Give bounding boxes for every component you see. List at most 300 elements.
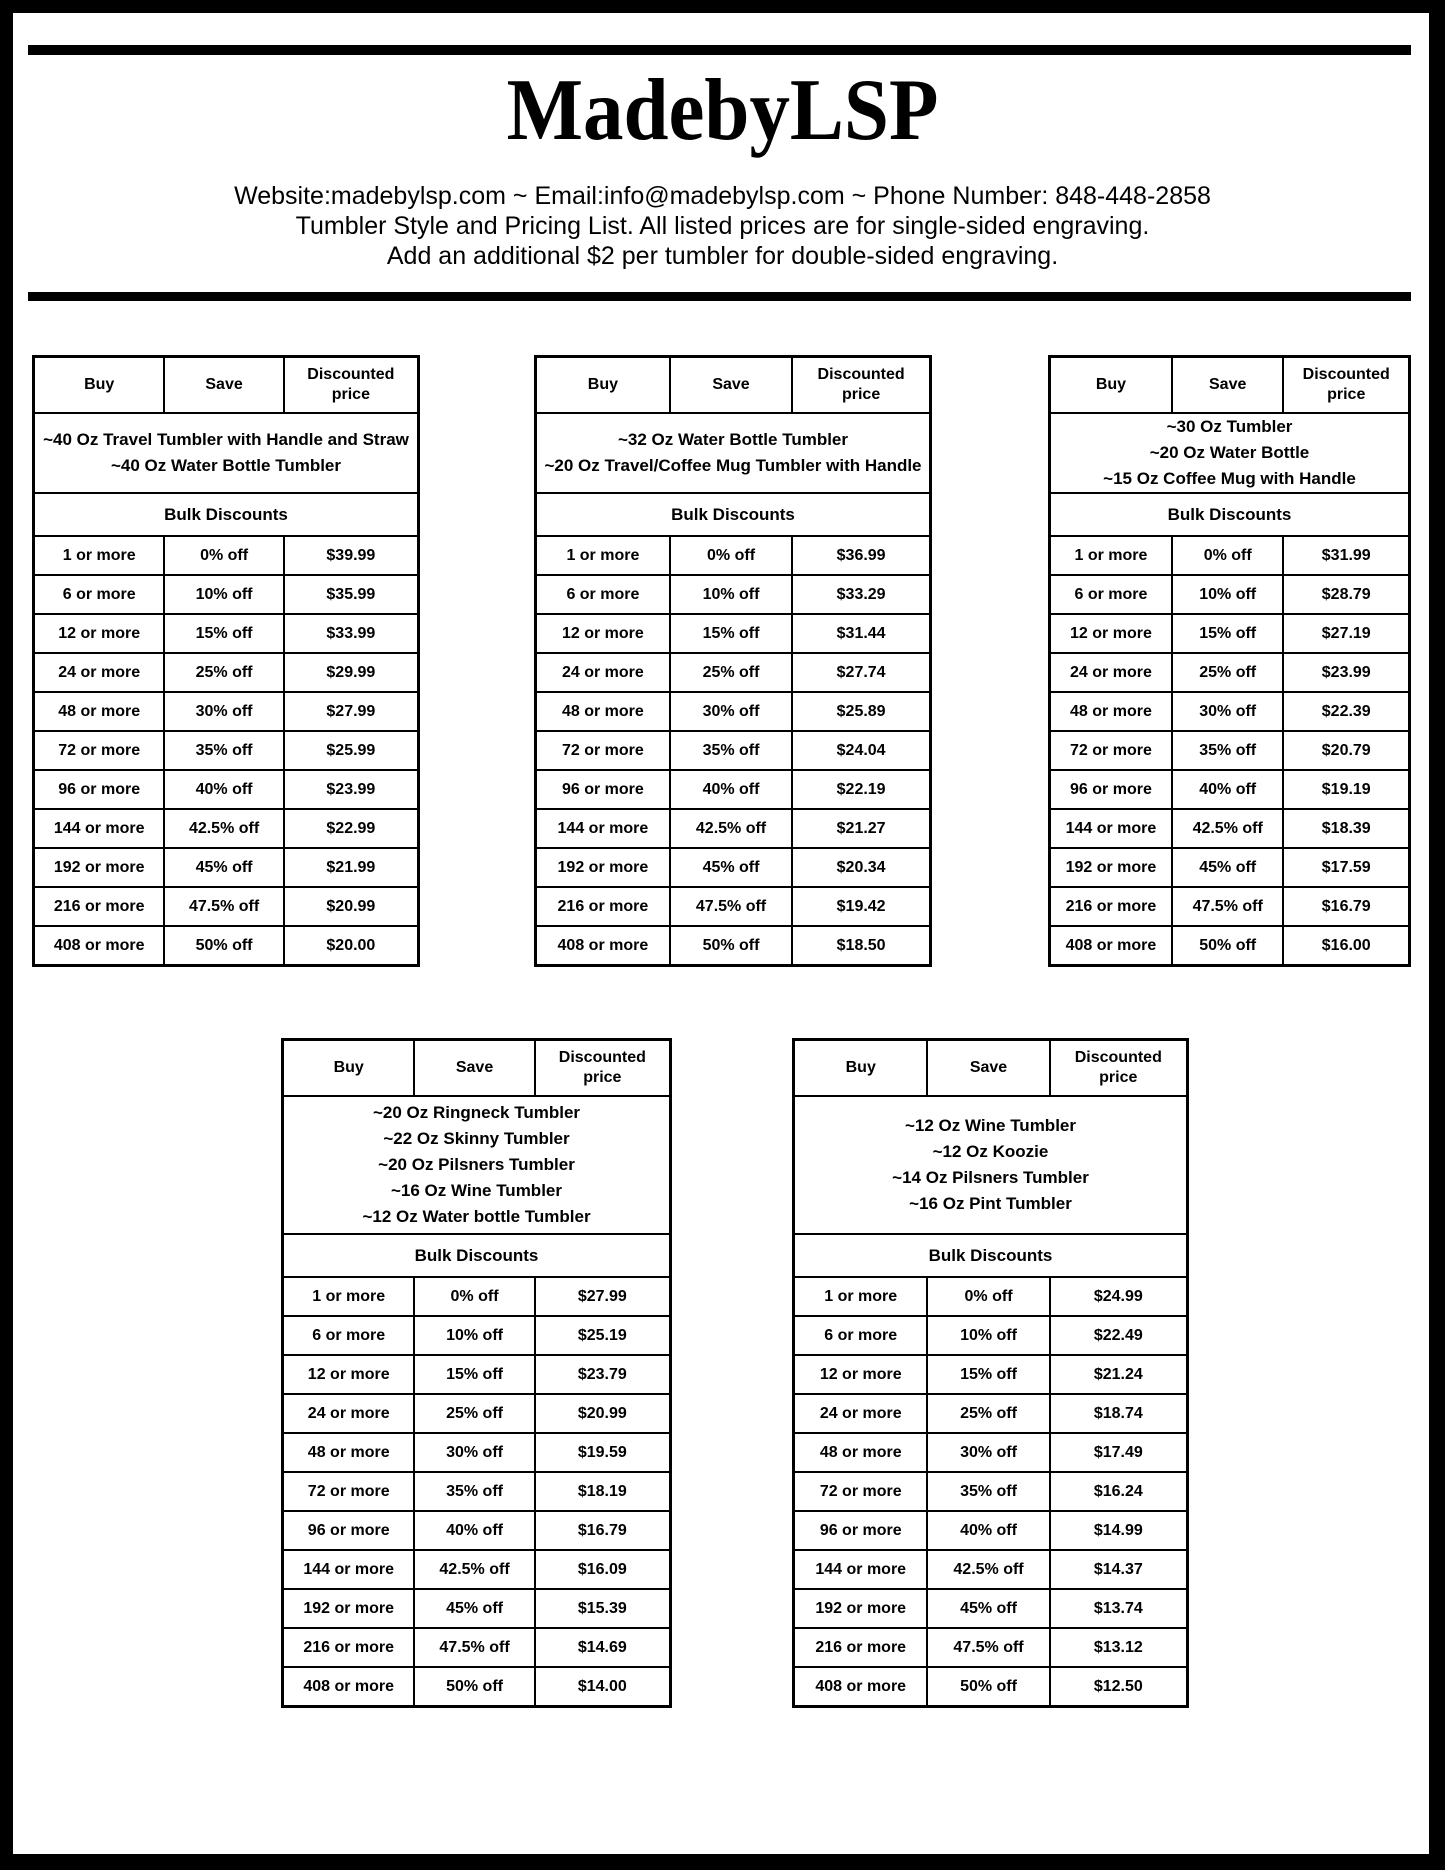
table-title-line: ~12 Oz Koozie [932,1142,1049,1161]
bulk-discounts-row [794,1234,1188,1277]
header-row [1050,357,1410,414]
cell-price: $20.34 [792,848,930,887]
cell-save: 42.5% off [414,1550,534,1589]
cell-buy: 6 or more [1050,575,1172,614]
cell-buy: 1 or more [1050,536,1172,575]
bulk-discounts-label: Bulk Discounts [283,1234,671,1277]
cell-buy: 48 or more [1050,692,1172,731]
table-body [1050,536,1410,966]
cell-buy: 72 or more [34,731,165,770]
table-title-row [283,1096,671,1234]
cell-buy: 1 or more [34,536,165,575]
cell-buy: 12 or more [34,614,165,653]
cell-save: 30% off [927,1433,1049,1472]
table-body [283,1277,671,1707]
table-title-line: ~20 Oz Water Bottle [1149,443,1310,462]
cell-price: $20.79 [1283,731,1409,770]
table-row [1050,809,1410,848]
cell-buy: 24 or more [794,1394,928,1433]
table-row [283,1355,671,1394]
cell-price: $14.99 [1050,1511,1188,1550]
cell-price: $27.99 [535,1277,671,1316]
cell-buy: 216 or more [34,887,165,926]
cell-buy: 72 or more [794,1472,928,1511]
cell-price: $22.19 [792,770,930,809]
subtitle-line-1: Tumbler Style and Pricing List. All listed prices are for single-sided engraving. [295,212,1150,240]
table-row [34,692,419,731]
cell-price: $12.50 [1050,1667,1188,1707]
column-header-save: Save [164,357,283,414]
cell-save: 10% off [414,1316,534,1355]
table-row [536,887,931,926]
cell-save: 15% off [1172,614,1284,653]
cell-save: 35% off [1172,731,1284,770]
column-header-discounted-price: Discounted price [1283,357,1409,414]
price-table-30oz [1048,355,1411,967]
cell-save: 42.5% off [927,1550,1049,1589]
cell-save: 35% off [414,1472,534,1511]
cell-buy: 6 or more [283,1316,415,1355]
table-row [1050,653,1410,692]
cell-buy: 408 or more [794,1667,928,1707]
column-header-discounted-price: Discounted price [535,1040,671,1097]
table-row [1050,692,1410,731]
cell-save: 15% off [927,1355,1049,1394]
table-row [1050,770,1410,809]
cell-price: $20.99 [284,887,419,926]
cell-buy: 96 or more [34,770,165,809]
cell-price: $15.39 [535,1589,671,1628]
table-row [1050,887,1410,926]
cell-buy: 48 or more [283,1433,415,1472]
cell-price: $29.99 [284,653,419,692]
header-row [34,357,419,414]
cell-save: 10% off [670,575,792,614]
column-header-buy: Buy [283,1040,415,1097]
table-row [794,1589,1188,1628]
cell-save: 47.5% off [1172,887,1284,926]
table-row [536,926,931,966]
cell-save: 47.5% off [927,1628,1049,1667]
column-header-discounted-price: Discounted price [1050,1040,1188,1097]
table-row [1050,731,1410,770]
table-title-line: ~30 Oz Tumbler [1166,417,1293,436]
pricing-grid [281,1038,672,1708]
cell-save: 40% off [670,770,792,809]
cell-buy: 144 or more [34,809,165,848]
bulk-discounts-label: Bulk Discounts [34,493,419,536]
cell-save: 0% off [414,1277,534,1316]
cell-price: $22.49 [1050,1316,1188,1355]
table-head [536,357,931,414]
table-title-line: ~20 Oz Pilsners Tumbler [378,1155,575,1174]
table-row [283,1667,671,1707]
cell-price: $17.49 [1050,1433,1188,1472]
bulk-discounts-label: Bulk Discounts [536,493,931,536]
cell-price: $25.99 [284,731,419,770]
cell-price: $31.99 [1283,536,1409,575]
table-row [1050,848,1410,887]
cell-price: $33.29 [792,575,930,614]
header-row [794,1040,1188,1097]
cell-save: 42.5% off [1172,809,1284,848]
cell-price: $23.99 [284,770,419,809]
price-table-12oz-wine [792,1038,1189,1708]
cell-buy: 48 or more [34,692,165,731]
cell-price: $13.74 [1050,1589,1188,1628]
cell-buy: 408 or more [34,926,165,966]
cell-price: $27.19 [1283,614,1409,653]
cell-save: 35% off [927,1472,1049,1511]
table-title-row [34,413,419,493]
table-body [536,536,931,966]
table-row [34,809,419,848]
table-row [794,1433,1188,1472]
cell-buy: 192 or more [34,848,165,887]
cell-buy: 96 or more [1050,770,1172,809]
cell-price: $19.59 [535,1433,671,1472]
cell-buy: 96 or more [536,770,670,809]
cell-save: 10% off [164,575,283,614]
cell-buy: 24 or more [34,653,165,692]
cell-buy: 144 or more [1050,809,1172,848]
table-row [794,1277,1188,1316]
column-header-discounted-price: Discounted price [284,357,419,414]
cell-price: $14.69 [535,1628,671,1667]
table-row [1050,926,1410,966]
cell-price: $24.04 [792,731,930,770]
table-title-line: ~20 Oz Travel/Coffee Mug Tumbler with Handle [544,456,922,475]
cell-buy: 24 or more [283,1394,415,1433]
cell-price: $24.99 [1050,1277,1188,1316]
table-title-line: ~40 Oz Travel Tumbler with Handle and Straw [43,430,409,449]
cell-save: 30% off [1172,692,1284,731]
contact-line: Website:madebylsp.com ~ Email:info@madebylsp.com ~ Phone Number: 848-448-2858 [234,182,1211,210]
cell-save: 0% off [164,536,283,575]
cell-buy: 1 or more [536,536,670,575]
table-title [1050,413,1410,493]
cell-save: 25% off [414,1394,534,1433]
cell-save: 15% off [670,614,792,653]
table-row [794,1511,1188,1550]
table-row [794,1628,1188,1667]
subtitle-line-2: Add an additional $2 per tumbler for double-sided engraving. [386,242,1059,270]
cell-buy: 48 or more [536,692,670,731]
table-title-line: ~20 Oz Ringneck Tumbler [372,1103,581,1122]
table-row [283,1277,671,1316]
table-title-line: ~16 Oz Pint Tumbler [909,1194,1072,1213]
cell-buy: 192 or more [283,1589,415,1628]
cell-buy: 1 or more [794,1277,928,1316]
cell-buy: 6 or more [536,575,670,614]
table-row [794,1316,1188,1355]
header-rule [28,292,1411,301]
table-row [536,692,931,731]
pricing-grid [534,355,932,967]
price-table-32oz [534,355,932,967]
cell-save: 40% off [164,770,283,809]
bulk-discounts-row [283,1234,671,1277]
table-row [1050,575,1410,614]
cell-price: $23.79 [535,1355,671,1394]
cell-save: 0% off [670,536,792,575]
table-row [34,614,419,653]
cell-price: $25.19 [535,1316,671,1355]
cell-buy: 216 or more [794,1628,928,1667]
cell-buy: 216 or more [536,887,670,926]
table-head [794,1040,1188,1097]
table-row [34,731,419,770]
column-header-buy: Buy [794,1040,928,1097]
table-row [283,1316,671,1355]
cell-save: 25% off [1172,653,1284,692]
pricing-grid [1048,355,1411,967]
cell-save: 15% off [414,1355,534,1394]
cell-price: $13.12 [1050,1628,1188,1667]
cell-buy: 144 or more [283,1550,415,1589]
table-row [536,536,931,575]
cell-save: 25% off [670,653,792,692]
table-title-line: ~14 Oz Pilsners Tumbler [892,1168,1089,1187]
cell-buy: 192 or more [1050,848,1172,887]
cell-save: 45% off [164,848,283,887]
cell-buy: 6 or more [794,1316,928,1355]
table-title-line: ~22 Oz Skinny Tumbler [383,1129,570,1148]
cell-price: $36.99 [792,536,930,575]
cell-buy: 96 or more [283,1511,415,1550]
table-title [794,1096,1188,1234]
cell-price: $17.59 [1283,848,1409,887]
cell-price: $22.99 [284,809,419,848]
cell-price: $14.37 [1050,1550,1188,1589]
cell-price: $21.27 [792,809,930,848]
cell-save: 47.5% off [414,1628,534,1667]
table-head [34,357,419,414]
cell-save: 50% off [670,926,792,966]
table-head [1050,357,1410,414]
price-table-40oz [32,355,420,967]
cell-buy: 24 or more [536,653,670,692]
cell-save: 45% off [927,1589,1049,1628]
cell-save: 45% off [414,1589,534,1628]
bulk-discounts-label: Bulk Discounts [1050,493,1410,536]
cell-buy: 6 or more [34,575,165,614]
cell-buy: 12 or more [283,1355,415,1394]
cell-buy: 72 or more [1050,731,1172,770]
table-row [794,1667,1188,1707]
cell-save: 10% off [927,1316,1049,1355]
table-row [34,848,419,887]
cell-price: $18.74 [1050,1394,1188,1433]
table-row [283,1550,671,1589]
cell-buy: 144 or more [794,1550,928,1589]
cell-save: 15% off [164,614,283,653]
column-header-buy: Buy [1050,357,1172,414]
brand-title: MadebyLSP [506,62,939,159]
cell-buy: 72 or more [536,731,670,770]
column-header-save: Save [414,1040,534,1097]
cell-save: 30% off [670,692,792,731]
cell-save: 40% off [927,1511,1049,1550]
cell-price: $33.99 [284,614,419,653]
table-title [283,1096,671,1234]
cell-price: $19.42 [792,887,930,926]
cell-save: 40% off [414,1511,534,1550]
table-title-row [1050,413,1410,493]
header-row [536,357,931,414]
cell-buy: 144 or more [536,809,670,848]
cell-buy: 48 or more [794,1433,928,1472]
cell-buy: 216 or more [1050,887,1172,926]
column-header-save: Save [927,1040,1049,1097]
cell-price: $18.50 [792,926,930,966]
cell-price: $19.19 [1283,770,1409,809]
table-row [536,809,931,848]
cell-buy: 12 or more [536,614,670,653]
table-title-row [794,1096,1188,1234]
table-head [283,1040,671,1097]
table-row [536,731,931,770]
cell-save: 0% off [927,1277,1049,1316]
table-title-row [536,413,931,493]
cell-buy: 192 or more [794,1589,928,1628]
cell-price: $16.79 [535,1511,671,1550]
cell-save: 10% off [1172,575,1284,614]
cell-buy: 96 or more [794,1511,928,1550]
column-header-save: Save [1172,357,1284,414]
column-header-buy: Buy [34,357,165,414]
cell-price: $16.09 [535,1550,671,1589]
cell-price: $18.39 [1283,809,1409,848]
header-row [283,1040,671,1097]
cell-price: $18.19 [535,1472,671,1511]
bulk-discounts-row [34,493,419,536]
cell-save: 50% off [164,926,283,966]
table-row [34,536,419,575]
cell-price: $22.39 [1283,692,1409,731]
table-row [34,887,419,926]
cell-buy: 1 or more [283,1277,415,1316]
table-row [536,770,931,809]
bulk-discounts-row [536,493,931,536]
cell-price: $16.00 [1283,926,1409,966]
bulk-discounts-row [1050,493,1410,536]
cell-buy: 192 or more [536,848,670,887]
cell-save: 42.5% off [670,809,792,848]
table-title [34,413,419,493]
table-title [536,413,931,493]
cell-buy: 72 or more [283,1472,415,1511]
table-row [794,1550,1188,1589]
cell-price: $23.99 [1283,653,1409,692]
cell-save: 47.5% off [670,887,792,926]
cell-buy: 408 or more [283,1667,415,1707]
cell-price: $14.00 [535,1667,671,1707]
cell-price: $28.79 [1283,575,1409,614]
cell-price: $20.00 [284,926,419,966]
table-row [1050,536,1410,575]
cell-price: $35.99 [284,575,419,614]
cell-buy: 24 or more [1050,653,1172,692]
cell-save: 35% off [164,731,283,770]
cell-buy: 216 or more [283,1628,415,1667]
table-title-line: ~32 Oz Water Bottle Tumbler [617,430,848,449]
table-title-line: ~12 Oz Water bottle Tumbler [362,1207,591,1226]
cell-save: 45% off [1172,848,1284,887]
table-row [536,653,931,692]
cell-buy: 12 or more [794,1355,928,1394]
table-row [283,1472,671,1511]
table-row [794,1394,1188,1433]
table-title-line: ~16 Oz Wine Tumbler [391,1181,562,1200]
table-body [34,536,419,966]
table-title-line: ~12 Oz Wine Tumbler [905,1116,1076,1135]
cell-price: $39.99 [284,536,419,575]
cell-buy: 408 or more [536,926,670,966]
cell-save: 42.5% off [164,809,283,848]
cell-save: 25% off [927,1394,1049,1433]
cell-save: 47.5% off [164,887,283,926]
cell-save: 35% off [670,731,792,770]
bulk-discounts-label: Bulk Discounts [794,1234,1188,1277]
table-row [34,575,419,614]
table-title-line: ~15 Oz Coffee Mug with Handle [1103,469,1356,488]
table-row [794,1355,1188,1394]
table-row [1050,614,1410,653]
cell-save: 0% off [1172,536,1284,575]
cell-save: 50% off [927,1667,1049,1707]
table-row [34,653,419,692]
cell-price: $20.99 [535,1394,671,1433]
price-table-20oz-ringneck [281,1038,672,1708]
cell-save: 30% off [164,692,283,731]
cell-save: 45% off [670,848,792,887]
top-rule [28,45,1411,55]
pricing-grid [792,1038,1189,1708]
cell-save: 40% off [1172,770,1284,809]
cell-save: 30% off [414,1433,534,1472]
cell-save: 50% off [1172,926,1284,966]
table-row [283,1589,671,1628]
header-text-block [0,181,1445,271]
cell-save: 50% off [414,1667,534,1707]
cell-buy: 408 or more [1050,926,1172,966]
cell-price: $16.79 [1283,887,1409,926]
table-row [283,1394,671,1433]
cell-price: $27.99 [284,692,419,731]
cell-price: $16.24 [1050,1472,1188,1511]
cell-price: $21.24 [1050,1355,1188,1394]
cell-price: $25.89 [792,692,930,731]
table-row [283,1433,671,1472]
table-row [536,848,931,887]
cell-buy: 12 or more [1050,614,1172,653]
table-row [34,770,419,809]
column-header-save: Save [670,357,792,414]
cell-price: $31.44 [792,614,930,653]
table-title-line: ~40 Oz Water Bottle Tumbler [110,456,341,475]
pricing-grid [32,355,420,967]
table-row [34,926,419,966]
cell-price: $27.74 [792,653,930,692]
table-row [536,575,931,614]
table-body [794,1277,1188,1707]
column-header-buy: Buy [536,357,670,414]
table-row [536,614,931,653]
cell-save: 25% off [164,653,283,692]
table-row [794,1472,1188,1511]
table-row [283,1628,671,1667]
